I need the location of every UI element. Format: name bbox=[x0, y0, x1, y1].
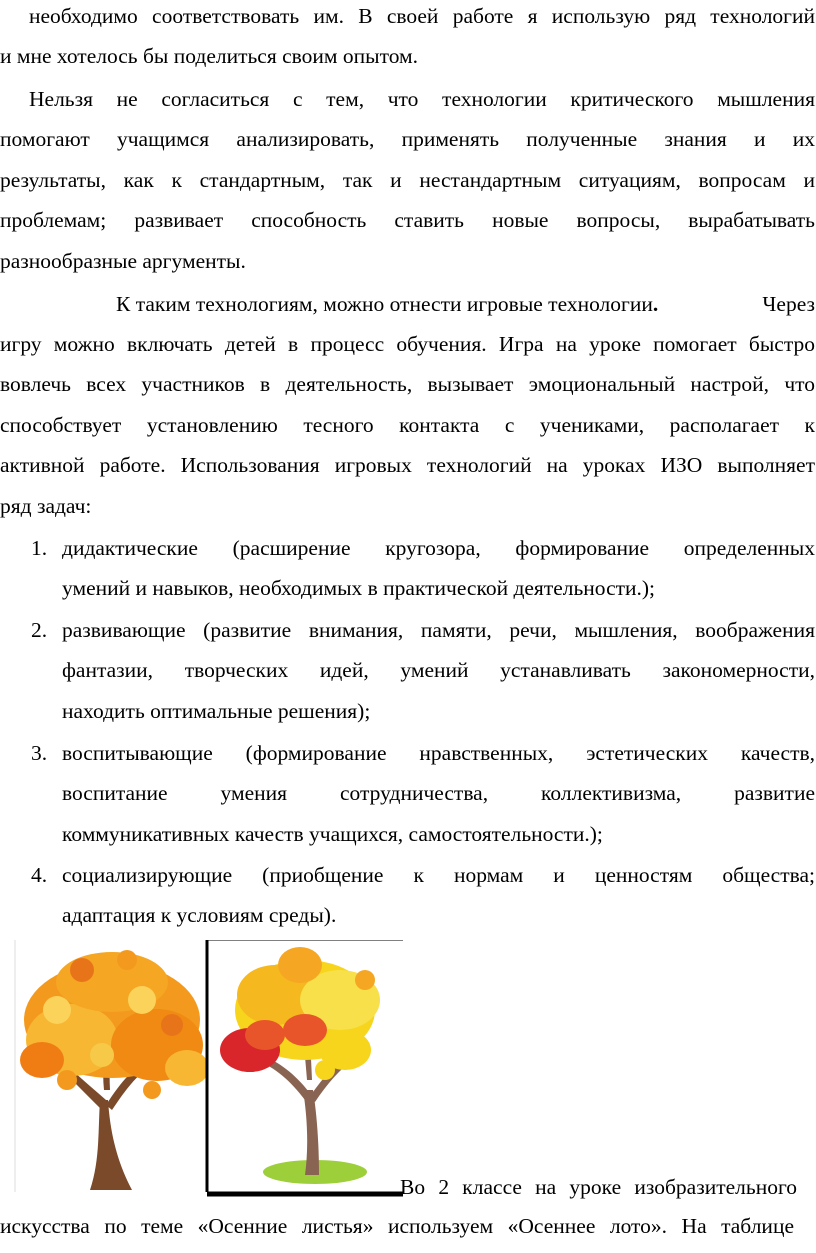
list-item-line: умений и навыков, необходимых в практической деятельности.); bbox=[62, 576, 656, 600]
paragraph-line: искусства по теме «Осенние листья» используем «Осеннее лото». На таблице bbox=[0, 1214, 794, 1238]
list-item-line: развивающие (развитие внимания, памяти, речи, мышления, воображения bbox=[62, 618, 815, 642]
paragraph-line: и мне хотелось бы поделиться своим опытом. bbox=[0, 44, 419, 68]
list-item-line: социализирующие (приобщение к нормам и ценностям общества; bbox=[62, 863, 815, 887]
list-number: 1. bbox=[31, 536, 48, 560]
autumn-tree-icon bbox=[205, 940, 403, 1198]
list-number: 3. bbox=[31, 741, 48, 765]
paragraph-line: проблемам; развивает способность ставить новые вопросы, вырабатывать bbox=[0, 208, 815, 232]
paragraph-line: Во 2 классе на уроке изобразительного bbox=[400, 1175, 797, 1199]
list-number: 4. bbox=[31, 863, 48, 887]
list-item-line: воспитание умения сотрудничества, коллективизма, развитие bbox=[62, 781, 815, 805]
tree-image-orange bbox=[12, 940, 207, 1192]
list-item-line: коммуникативных качеств учащихся, самостоятельности.); bbox=[62, 822, 603, 846]
list-item-line: воспитывающие (формирование нравственных, эстетических качеств, bbox=[62, 741, 815, 765]
paragraph-line: способствует установлению тесного контакта с учениками, располагает к bbox=[0, 413, 815, 437]
paragraph-line: помогают учащимся анализировать, применять полученные знания и их bbox=[0, 127, 815, 151]
list-number: 2. bbox=[31, 618, 48, 642]
paragraph-line bbox=[116, 292, 815, 316]
list-item-line: фантазии, творческих идей, умений устанавливать закономерности, bbox=[62, 658, 815, 682]
paragraph-line: вовлечь всех участников в деятельность, вызывает эмоциональный настрой, что bbox=[0, 372, 815, 396]
orange-tree-icon bbox=[12, 940, 207, 1192]
tree-image-autumn bbox=[205, 940, 403, 1198]
list-item-line: находить оптимальные решения); bbox=[62, 699, 371, 723]
paragraph-line: разнообразные аргументы. bbox=[0, 249, 246, 273]
paragraph-line: активной работе. Использования игровых технологий на уроках ИЗО выполняет bbox=[0, 453, 815, 477]
paragraph-line: игру можно включать детей в процесс обучения. Игра на уроке помогает быстро bbox=[0, 332, 815, 356]
paragraph-text: К таким технологиям, можно отнести игровые технологии. bbox=[116, 292, 659, 316]
list-item-line: дидактические (расширение кругозора, формирование определенных bbox=[62, 536, 815, 560]
paragraph-line: результаты, как к стандартным, так и нестандартным ситуациям, вопросам и bbox=[0, 168, 815, 192]
list-item-line: адаптация к условиям среды). bbox=[62, 903, 337, 927]
paragraph-line: Нельзя не согласиться с тем, что технологии критического мышления bbox=[29, 87, 815, 111]
paragraph-text: Через bbox=[762, 292, 815, 316]
paragraph-line: необходимо соответствовать им. В своей работе я использую ряд технологий bbox=[29, 4, 815, 28]
paragraph-line: ряд задач: bbox=[0, 494, 92, 518]
